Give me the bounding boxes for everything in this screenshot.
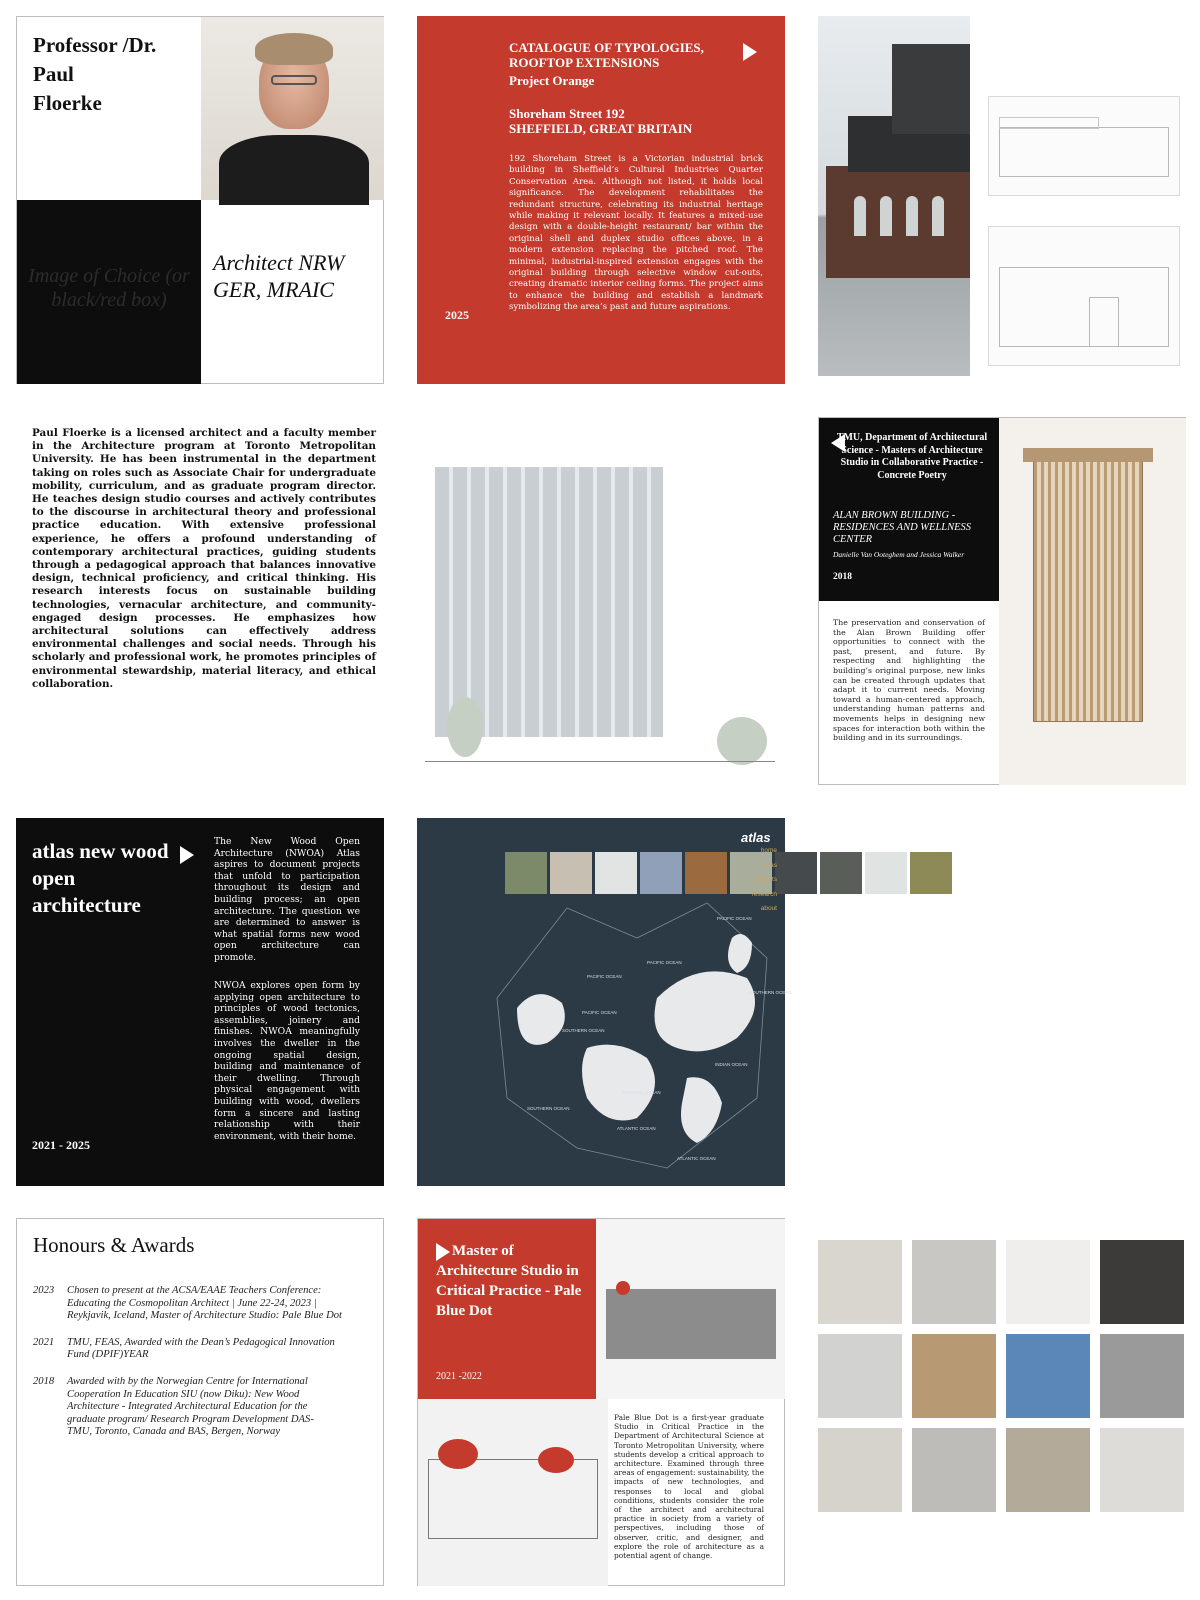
atlas-thumbnail[interactable] — [505, 852, 547, 894]
concrete-poetry-header — [819, 418, 999, 601]
ocean-label: SOUTHERN OCEAN — [527, 1106, 570, 1111]
image-placeholder-text: Image of Choice (or black/red box) — [28, 265, 190, 311]
model-photo[interactable] — [912, 1240, 996, 1324]
model-photo[interactable] — [1100, 1334, 1184, 1418]
concrete-poetry-year: 2018 — [833, 572, 852, 582]
model-photo[interactable] — [818, 1428, 902, 1512]
nav-research[interactable]: research — [751, 890, 777, 898]
pale-blue-dot-panel — [417, 1218, 785, 1586]
model-photo[interactable] — [912, 1428, 996, 1512]
model-photo[interactable] — [818, 1334, 902, 1418]
nav-home[interactable]: home — [760, 847, 777, 854]
atlas-thumbnail[interactable] — [595, 852, 637, 894]
atlas-thumbnail[interactable] — [820, 852, 862, 894]
concrete-poetry-authors: Danielle Van Ooteghem and Jessica Walker — [833, 550, 965, 559]
model-photo[interactable] — [818, 1240, 902, 1324]
ocean-label: ATLANTIC OCEAN — [677, 1156, 716, 1161]
atlas-logo[interactable]: atlas — [741, 830, 771, 845]
world-map[interactable] — [487, 898, 792, 1178]
ocean-label: SOUTHERN OCEAN — [562, 1028, 605, 1033]
atlas-years: 2021 - 2025 — [32, 1138, 90, 1152]
sheffield-photo-panel — [818, 16, 1186, 384]
atlas-thumbnail[interactable] — [640, 852, 682, 894]
atlas-intro-panel — [16, 818, 384, 1186]
atlas-thumbnail[interactable] — [910, 852, 952, 894]
concrete-poetry-panel — [818, 417, 1186, 785]
atlas-paragraph-1: The New Wood Open Architecture (NWOA) Atlas aspires to document projects that unfold to participation throughout its design and building process; an open architecture. The question we are determined to answer is what spatial forms new wood open architecture can promote. — [214, 836, 360, 963]
ocean-label: ATLANTIC OCEAN — [617, 1126, 656, 1131]
ocean-label: PACIFIC OCEAN — [582, 1010, 617, 1015]
rooftop-year: 2025 — [445, 308, 469, 322]
atlas-website-panel — [417, 818, 792, 1186]
portrait-photo — [201, 17, 384, 200]
atlas-thumbnail[interactable] — [775, 852, 817, 894]
honour-item: 2018 Awarded with by the Norwegian Centre for International Cooperation In Education SIU (now Diku): New Wood Architecture - Integrated Architectural Education for the graduate program/ Research Program Development DAS-TMU, Toronto, Canada and BAS, Bergen, Norway — [33, 1375, 314, 1438]
honour-item: 2023 Chosen to present at the ACSA/EAAE Teachers Conference: Educating the Cosmopolitan Architect | June 22-24, 2023 | Reykjavik, Iceland, Master of Architecture Studio: Pale Blue Dot — [33, 1285, 342, 1322]
honours-list — [33, 1285, 373, 1439]
model-photo[interactable] — [1100, 1428, 1184, 1512]
model-photo[interactable] — [1006, 1334, 1090, 1418]
tower-elevation-panel — [417, 417, 785, 785]
bio-text: Paul Floerke is a licensed architect and a faculty member in the Architecture program at Toronto Metropolitan University. He has been instrumental in the department taking on roles such as Associate Chair for undergraduate mobility, curriculum, and as graduate program director. He teaches design studio courses and actively contributes to the discourse in architectural theory and professional practice education. With extensive professional experience, he offers a profound understanding of contemporary architectural practices, guiding students through a pedagogical approach that balances innovative design, technical proficiency, and critical thinking. His research interests focus on sustainable building technologies, vernacular architecture, and community-engaged design processes. He emphasizes how architectural solutions can effectively address environmental challenges and social needs. Through his scholarly and professional work, he promotes principles of environmental stewardship, material literacy, and ethical collaboration. — [32, 427, 376, 690]
ground-line — [425, 761, 775, 762]
credentials: Architect NRW GER, MRAIC — [213, 250, 345, 302]
tower-drawing — [435, 467, 663, 737]
ocean-label: PACIFIC OCEAN — [587, 974, 622, 979]
pale-blue-dot-description: Pale Blue Dot is a first-year graduate Studio in Critical Practice in the Department of Architectural Science at Toronto Metropolitan University, where students develop a critical approach to architecture. Examined through three areas of engagement: sustainability, the impacts of new technologies, and responses to local and global conditions, students consider the role of the architect and architectural practice in society from a variety of perspectives, including those of observer, critic, and designer, and explore the role of architecture as a potential agent of change. — [614, 1413, 764, 1561]
pale-blue-dot-title: Master of Architecture Studio in Critical Practice - Pale Blue Dot — [436, 1243, 582, 1319]
sheffield-building-photo — [818, 16, 970, 376]
profile-panel — [16, 16, 384, 384]
elevation-drawing-2 — [988, 226, 1180, 366]
honour-item: 2021 TMU, FEAS, Awarded with the Dean’s Pedagogical Innovation Fund (DPIF)YEAR — [33, 1336, 335, 1361]
model-photo[interactable] — [912, 1334, 996, 1418]
rooftop-heading: CATALOGUE OF TYPOLOGIES, ROOFTOP EXTENSIONS — [509, 40, 704, 70]
nav-projects[interactable]: projects — [754, 876, 777, 883]
ocean-label: SOUTHERN OCEAN — [749, 990, 792, 995]
model-photo-grid — [818, 1218, 1186, 1586]
image-placeholder-box — [17, 200, 201, 384]
honours-title: Honours & Awards — [33, 1233, 195, 1257]
bio-panel — [16, 417, 384, 785]
rooftop-panel — [417, 16, 785, 384]
next-arrow-icon[interactable] — [180, 846, 194, 864]
rooftop-address: Shoreham Street 192 SHEFFIELD, GREAT BRITAIN — [509, 106, 693, 136]
rooftop-description: 192 Shoreham Street is a Victorian industrial brick building in Sheffield’s Cultural Industries Quarter Conservation Area. Although not listed, it holds local significance. The development rehabilitates the redundant structure, celebrating its industrial heritage while making it relevant locally. It features a mixed-use design with a double-height restaurant/ bar within the original shell and duplex studio offices above, in a modern extension replacing the pitched roof. The minimal, industrial-inspired extension engages with the original building through selective window cut-outs, creating dramatic interior ceiling forms. The project aims to enhance the building and establish a landmark symbolizing the area’s past and future aspirations. — [509, 154, 763, 313]
windfarm-collage — [596, 1219, 785, 1399]
wood-model-photo — [999, 418, 1186, 785]
concrete-poetry-description: The preservation and conservation of the Alan Brown Building offer opportunities to connect with the past, present, and future. By respecting and highlighting the building’s original purpose, new links can be created through updates that adapt it to current needs. Moving toward a human-centered approach, understanding human patterns and movements helps in designing new spaces for interaction both within the building and in its surroundings. — [833, 618, 985, 743]
nav-atlas[interactable]: atlas — [763, 861, 777, 869]
ocean-label: PACIFIC OCEAN — [717, 916, 752, 921]
ocean-label: ATLANTIC OCEAN — [622, 1090, 661, 1095]
honours-panel — [16, 1218, 384, 1586]
pale-blue-dot-header — [418, 1219, 596, 1399]
tree-icon — [447, 697, 483, 757]
atlas-paragraph-2: NWOA explores open form by applying open architecture to principles of wood tectonics, assemblies, joinery and finishes. NWOA meaningfully involves the dweller in the ongoing spatial design, building and maintenance of their dwelling. Through physical engagement with building with wood, dwellers form a sincere and lasting relationship with their environment, with their home. — [214, 980, 360, 1142]
model-photo[interactable] — [1100, 1240, 1184, 1324]
atlas-thumbnail[interactable] — [685, 852, 727, 894]
atlas-thumbnail[interactable] — [550, 852, 592, 894]
tree-icon — [717, 717, 767, 765]
ocean-label: INDIAN OCEAN — [715, 1062, 748, 1067]
concrete-poetry-project: ALAN BROWN BUILDING - RESIDENCES AND WELLNESS CENTER — [833, 510, 972, 545]
model-photo[interactable] — [1006, 1428, 1090, 1512]
concrete-poetry-heading: TMU, Department of Architectural Science - Masters of Architecture Studio in Collaborative Practice - Concrete Poetry — [836, 432, 988, 481]
profile-name: Professor /Dr. Paul Floerke — [33, 33, 157, 115]
atlas-title: atlas new wood open architecture — [32, 839, 169, 917]
ocean-label: PACIFIC OCEAN — [647, 960, 682, 965]
elevation-drawing-1 — [988, 96, 1180, 196]
section-drawing — [418, 1399, 608, 1586]
atlas-thumbnail[interactable] — [865, 852, 907, 894]
atlas-thumbnail-strip — [505, 852, 955, 898]
nav-about[interactable]: about — [760, 905, 777, 912]
rooftop-project: Project Orange — [509, 73, 595, 88]
model-photo[interactable] — [1006, 1240, 1090, 1324]
pale-blue-dot-years: 2021 -2022 — [436, 1371, 482, 1382]
next-arrow-icon[interactable] — [743, 43, 757, 61]
